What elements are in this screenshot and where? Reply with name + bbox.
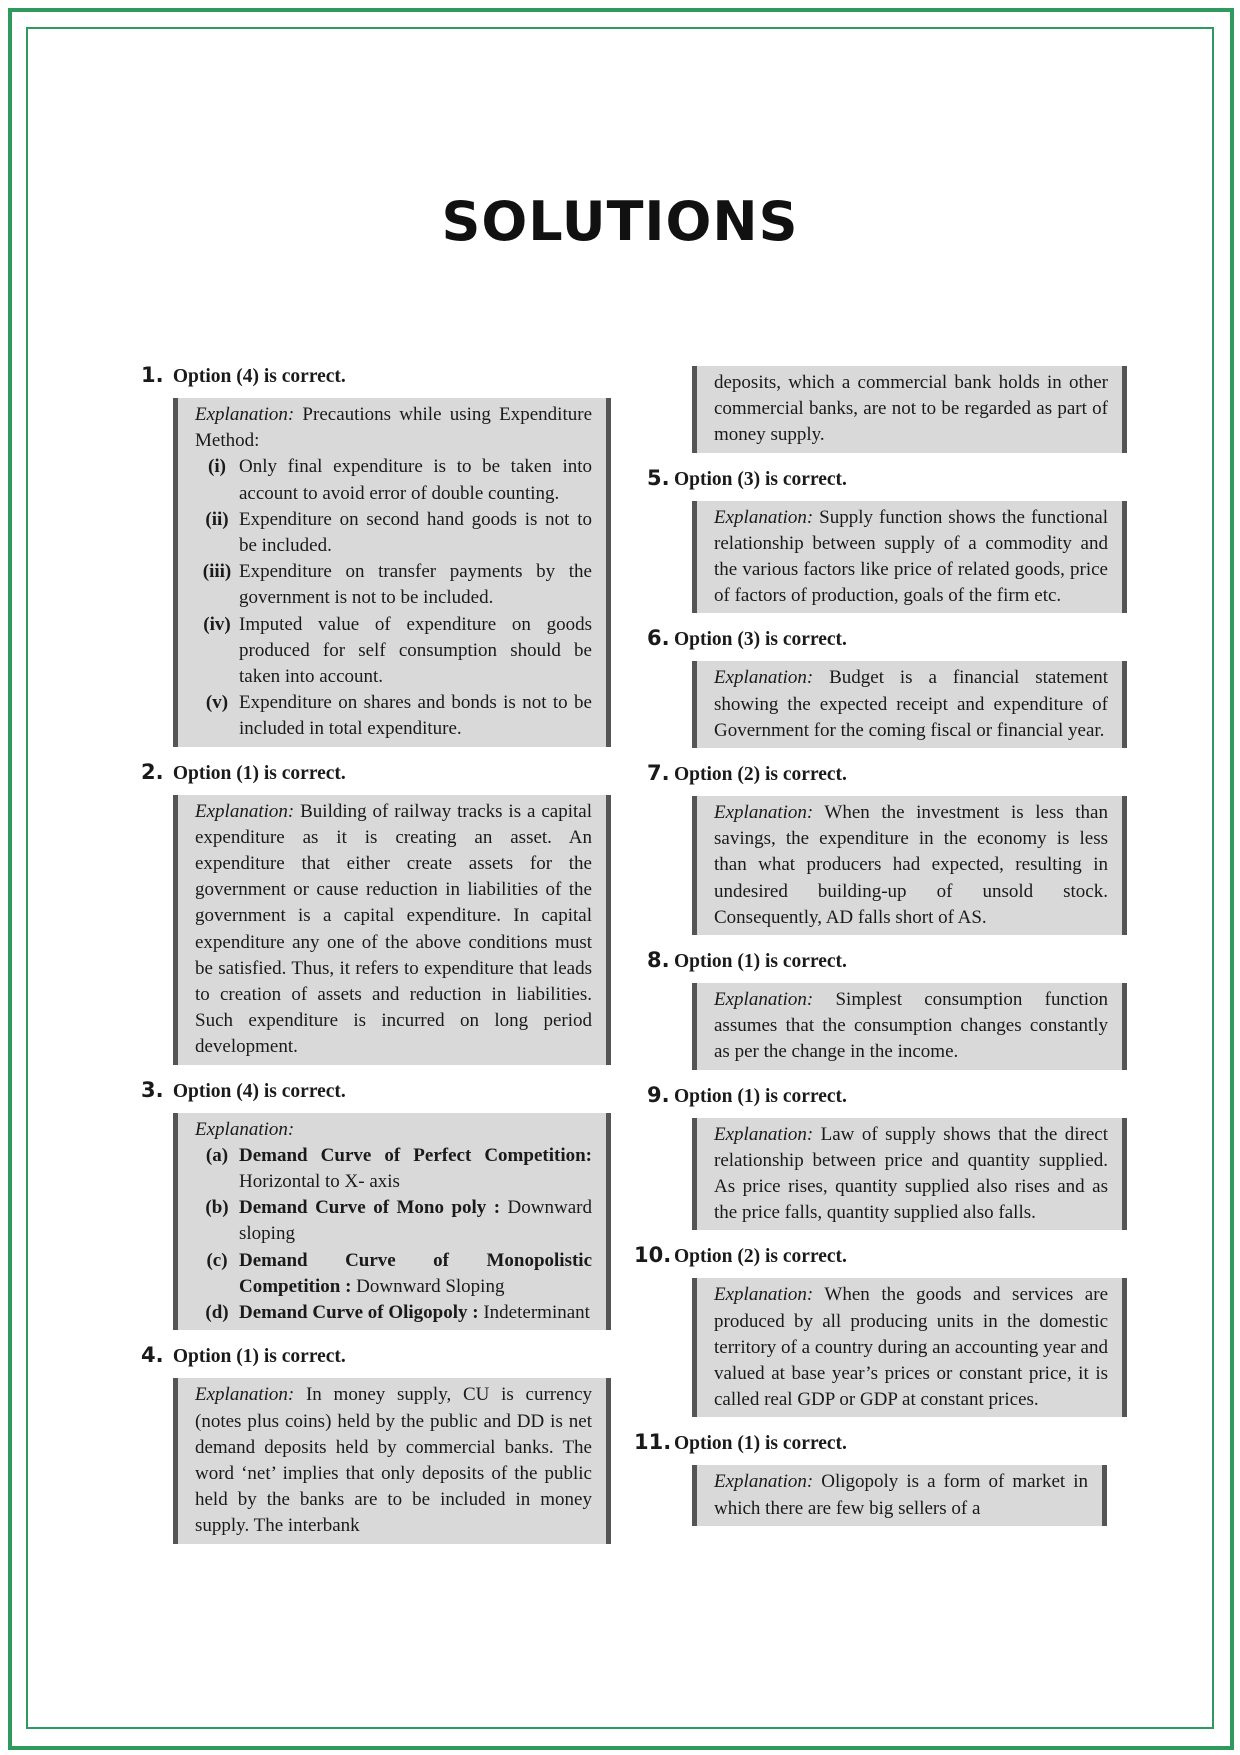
list-term: Demand Curve of Mono poly : — [239, 1197, 501, 1219]
list-marker: (a) — [205, 1144, 229, 1166]
list-item — [195, 1248, 592, 1300]
list-term: Demand Curve of Monopolistic Competition : — [239, 1249, 592, 1297]
explanation-text: Supply function shows the functional relationship between supply of a commodity and the various factors like price of related goods, price of factors of production, goals of the firm etc. — [714, 506, 1108, 607]
explanation-label: Explanation: — [195, 1384, 295, 1406]
question-4-heading — [141, 1342, 611, 1370]
answer-text: Option (2) is correct. — [674, 764, 847, 786]
list-item — [195, 612, 592, 691]
right-column — [634, 366, 1127, 1538]
question-6 — [647, 625, 1127, 748]
explanation-box — [692, 1465, 1107, 1525]
list-marker: (b) — [205, 1197, 229, 1219]
question-8-heading — [647, 947, 1127, 975]
question-9 — [647, 1082, 1127, 1231]
question-11-heading — [634, 1429, 1127, 1457]
list-item — [195, 559, 592, 611]
question-4-continued — [647, 366, 1127, 453]
explanation-box — [173, 398, 611, 747]
question-11 — [634, 1429, 1127, 1525]
question-number: 11. — [634, 1430, 672, 1455]
answer-text: Option (1) is correct. — [674, 951, 847, 973]
explanation-box — [692, 501, 1127, 614]
question-number: 8. — [647, 948, 670, 973]
explanation-label: Explanation: — [195, 800, 295, 822]
question-9-heading — [647, 1082, 1127, 1110]
answer-text: Option (4) is correct. — [172, 1080, 346, 1102]
question-number: 9. — [647, 1082, 670, 1107]
explanation-box: deposits, which a commercial bank holds in other commercial banks, are not to be regarded as part of money supply. — [692, 366, 1127, 453]
list-marker: (ii) — [205, 508, 229, 530]
question-6-heading — [647, 625, 1127, 653]
question-number: 1. — [141, 363, 164, 387]
list-term: Demand Curve of Oligopoly : — [239, 1302, 479, 1324]
list-text: Indeterminant — [478, 1302, 590, 1324]
question-3-heading — [141, 1077, 611, 1105]
answer-text: Option (3) is correct. — [674, 468, 847, 490]
list-marker: (v) — [205, 692, 229, 714]
list-text: Downward Sloping — [351, 1275, 505, 1297]
list-marker: (iii) — [202, 561, 232, 583]
question-number: 5. — [647, 465, 670, 490]
question-10-heading — [634, 1242, 1127, 1270]
list-item — [195, 507, 592, 559]
explanation-text: When the goods and services are produced by all producing units in the domestic territory of a country during an accounting year and valued at base year’s prices or constant price, it is called real GDP or GDP at constant prices. — [714, 1284, 1108, 1411]
explanation-box — [692, 1278, 1127, 1417]
answer-text: Option (1) is correct. — [674, 1433, 847, 1455]
explanation-label: Explanation: — [714, 1284, 814, 1306]
explanation-text: Oligopoly is a form of market in which there are few big sellers of a — [714, 1471, 1088, 1519]
explanation-label: Explanation: — [714, 1471, 814, 1493]
question-1-heading — [141, 362, 611, 390]
explanation-text: Precautions while using Expenditure Method: — [195, 404, 592, 452]
question-2-heading — [141, 759, 611, 787]
question-number: 7. — [647, 761, 670, 786]
list-text: Expenditure on second hand goods is not to be included. — [239, 508, 592, 557]
answer-text: Option (3) is correct. — [674, 629, 847, 651]
question-5 — [647, 465, 1127, 614]
list-text: Downward sloping — [239, 1197, 592, 1245]
explanation-box — [692, 796, 1127, 935]
question-7 — [647, 760, 1127, 935]
explanation-label: Explanation: — [714, 506, 814, 528]
explanation-label: Explanation: — [714, 667, 814, 689]
list-item — [195, 1300, 592, 1326]
list-marker: (d) — [205, 1302, 229, 1324]
list-text: Imputed value of expenditure on goods produced for self consumption should be taken into account. — [239, 613, 592, 688]
question-number: 6. — [647, 626, 670, 651]
list-text: Expenditure on shares and bonds is not to be included in total expenditure. — [239, 692, 592, 740]
answer-text: Option (1) is correct. — [172, 1346, 346, 1368]
question-1 — [141, 362, 611, 747]
list-text: Expenditure on transfer payments by the government is not to be included. — [239, 561, 592, 609]
explanation-label: Explanation: — [714, 802, 814, 824]
explanation-box — [692, 983, 1127, 1070]
explanation-intro — [195, 402, 592, 454]
question-number: 3. — [141, 1077, 164, 1102]
explanation-text: Building of railway tracks is a capital expenditure as it is creating an asset. An expenditure that either create assets for the government or cause reduction in liabilities of the government is a capital expenditure. In capital expenditure any one of the above conditions must be satisfied. Thus, it refers to expenditure that leads to creation of assets and reduction in liabilities. Such expenditure is incurred on long period development. — [195, 800, 592, 1058]
list-text: Horizontal to X- axis — [239, 1171, 400, 1193]
explanation-text: Simplest consumption function assumes that the consumption changes constantly as per the change in the income. — [714, 989, 1108, 1063]
question-number: 10. — [634, 1243, 672, 1268]
question-number: 4. — [141, 1343, 164, 1368]
list-marker: (iv) — [203, 613, 231, 635]
explanation-text: When the investment is less than savings, the expenditure in the economy is less than what producers had expected, resulting in undesired building-up of unsold stock. Consequently, AD falls short of AS. — [714, 802, 1108, 928]
question-8 — [647, 947, 1127, 1070]
left-column — [141, 362, 611, 1556]
list-term: Demand Curve of Perfect Competition: — [239, 1144, 592, 1166]
question-7-heading — [647, 760, 1127, 788]
list-marker: (i) — [208, 456, 226, 478]
question-2 — [141, 759, 611, 1065]
explanation-text: Budget is a financial statement showing the expected receipt and expenditure of Government for the coming fiscal or financial year. — [714, 667, 1108, 741]
list-item — [195, 1143, 592, 1195]
answer-text: Option (1) is correct. — [674, 1085, 847, 1107]
answer-text: Option (4) is correct. — [172, 366, 346, 387]
list-item — [195, 690, 592, 742]
question-3 — [141, 1077, 611, 1331]
explanation-box — [173, 1113, 611, 1331]
list-text: Only final expenditure is to be taken into account to avoid error of double counting. — [239, 456, 592, 504]
page-title: SOLUTIONS — [441, 190, 799, 253]
explanation-text: Law of supply shows that the direct relationship between price and quantity supplied. As price rises, quantity supplied also rises and as the price falls, quantity supplied also falls. — [714, 1123, 1108, 1224]
explanation-text: In money supply, CU is currency (notes plus coins) held by the public and DD is net demand deposits held by commercial banks. The word ‘net’ implies that only deposits of the public held by the banks are to be included in money supply. The interbank — [195, 1384, 592, 1537]
explanation-box — [692, 1118, 1127, 1231]
explanation-box — [173, 1378, 611, 1543]
explanation-box — [692, 661, 1127, 748]
question-4 — [141, 1342, 611, 1543]
answer-text: Option (1) is correct. — [172, 762, 346, 784]
answer-text: Option (2) is correct. — [674, 1246, 847, 1268]
question-5-heading — [647, 465, 1127, 493]
list-item — [195, 1195, 592, 1247]
list-marker: (c) — [206, 1249, 228, 1271]
explanation-label: Explanation: — [195, 1118, 295, 1140]
list-item — [195, 454, 592, 506]
question-10 — [634, 1242, 1127, 1417]
explanation-label: Explanation: — [195, 404, 295, 425]
explanation-label: Explanation: — [714, 989, 814, 1011]
explanation-label: Explanation: — [714, 1123, 814, 1145]
question-number: 2. — [141, 759, 164, 784]
explanation-box — [173, 795, 611, 1065]
